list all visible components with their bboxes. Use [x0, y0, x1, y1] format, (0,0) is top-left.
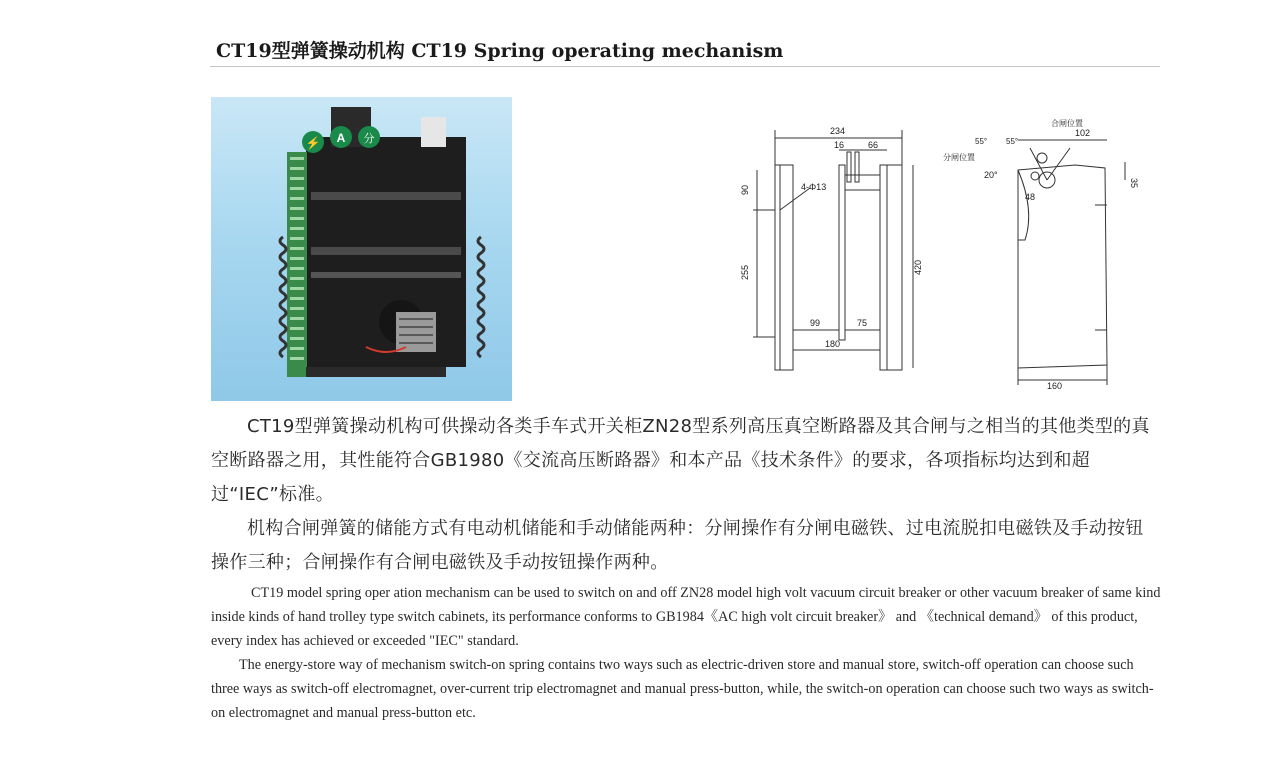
dimension-drawing-svg — [735, 110, 1165, 395]
page-title: CT19型弹簧操动机构 CT19 Spring operating mechanism — [216, 40, 784, 62]
dim-102: 102 — [1075, 128, 1091, 138]
dim-160: 160 — [1047, 381, 1063, 391]
button-label: A — [336, 131, 346, 145]
dim-255: 255 — [740, 264, 750, 280]
description-cn-2: 机构合闸弹簧的储能方式有电动机储能和手动储能两种：分闸操作有分闸电磁铁、过电流脱扣电磁铁及手动按钮操作三种；合闸操作有合闸电磁铁及手动按钮操作两种。 — [211, 518, 1144, 573]
product-photo — [211, 97, 512, 401]
angle-55b: 55° — [1006, 137, 1019, 146]
dimension-drawing — [735, 110, 1165, 395]
dim-99: 99 — [810, 318, 821, 328]
mechanism-illustration — [211, 97, 512, 401]
description-cn-1: CT19型弹簧操动机构可供操动各类手车式开关柜ZN28型系列高压真空断路器及其合闸与之相当的其他类型的真空断路器之用，其性能符合GB1980《交流高压断路器》和本产品《技术条件》的要求，各项指标均达到和超过“IEC”标准。 — [211, 416, 1150, 505]
open-position-label: 分闸位置 — [943, 153, 975, 162]
description-en-2: The energy-store way of mechanism switch-on spring contains two ways such as electric-driven store and manual store, switch-off operation can choose such three ways as switch-off electromagnet, over-current trip electromagnet and manual press-button, while, the switch-on operation can choose such two ways as switch-on electromagnet and manual press-button etc. — [211, 657, 1154, 721]
closed-position-label: 合闸位置 — [1051, 119, 1083, 128]
title-divider — [210, 66, 1160, 67]
description-en-1: CT19 model spring oper ation mechanism can be used to switch on and off ZN28 model high volt vacuum circuit breaker or other vacuum breaker of same kind inside kinds of hand trolley type switch cabinets, its performance conforms to GB1984《AC high volt circuit breaker》 and 《technical demand》 of this product, every index has achieved or exceeded "IEC" standard. — [211, 585, 1161, 649]
button-label: ⚡ — [305, 136, 321, 150]
dim-16: 16 — [834, 140, 845, 150]
dim-48: 48 — [1025, 192, 1036, 202]
dim-90: 90 — [740, 184, 750, 195]
button-label: 分 — [363, 133, 375, 145]
angle-55a: 55° — [975, 137, 988, 146]
dim-180: 180 — [825, 339, 841, 349]
angle-20: 20° — [984, 170, 998, 180]
dim-66: 66 — [868, 140, 879, 150]
dim-420: 420 — [913, 259, 923, 275]
dim-75: 75 — [857, 318, 868, 328]
hole-label: 4-Φ13 — [801, 182, 827, 192]
dim-35: 35 — [1129, 178, 1139, 189]
dim-234: 234 — [830, 126, 846, 136]
